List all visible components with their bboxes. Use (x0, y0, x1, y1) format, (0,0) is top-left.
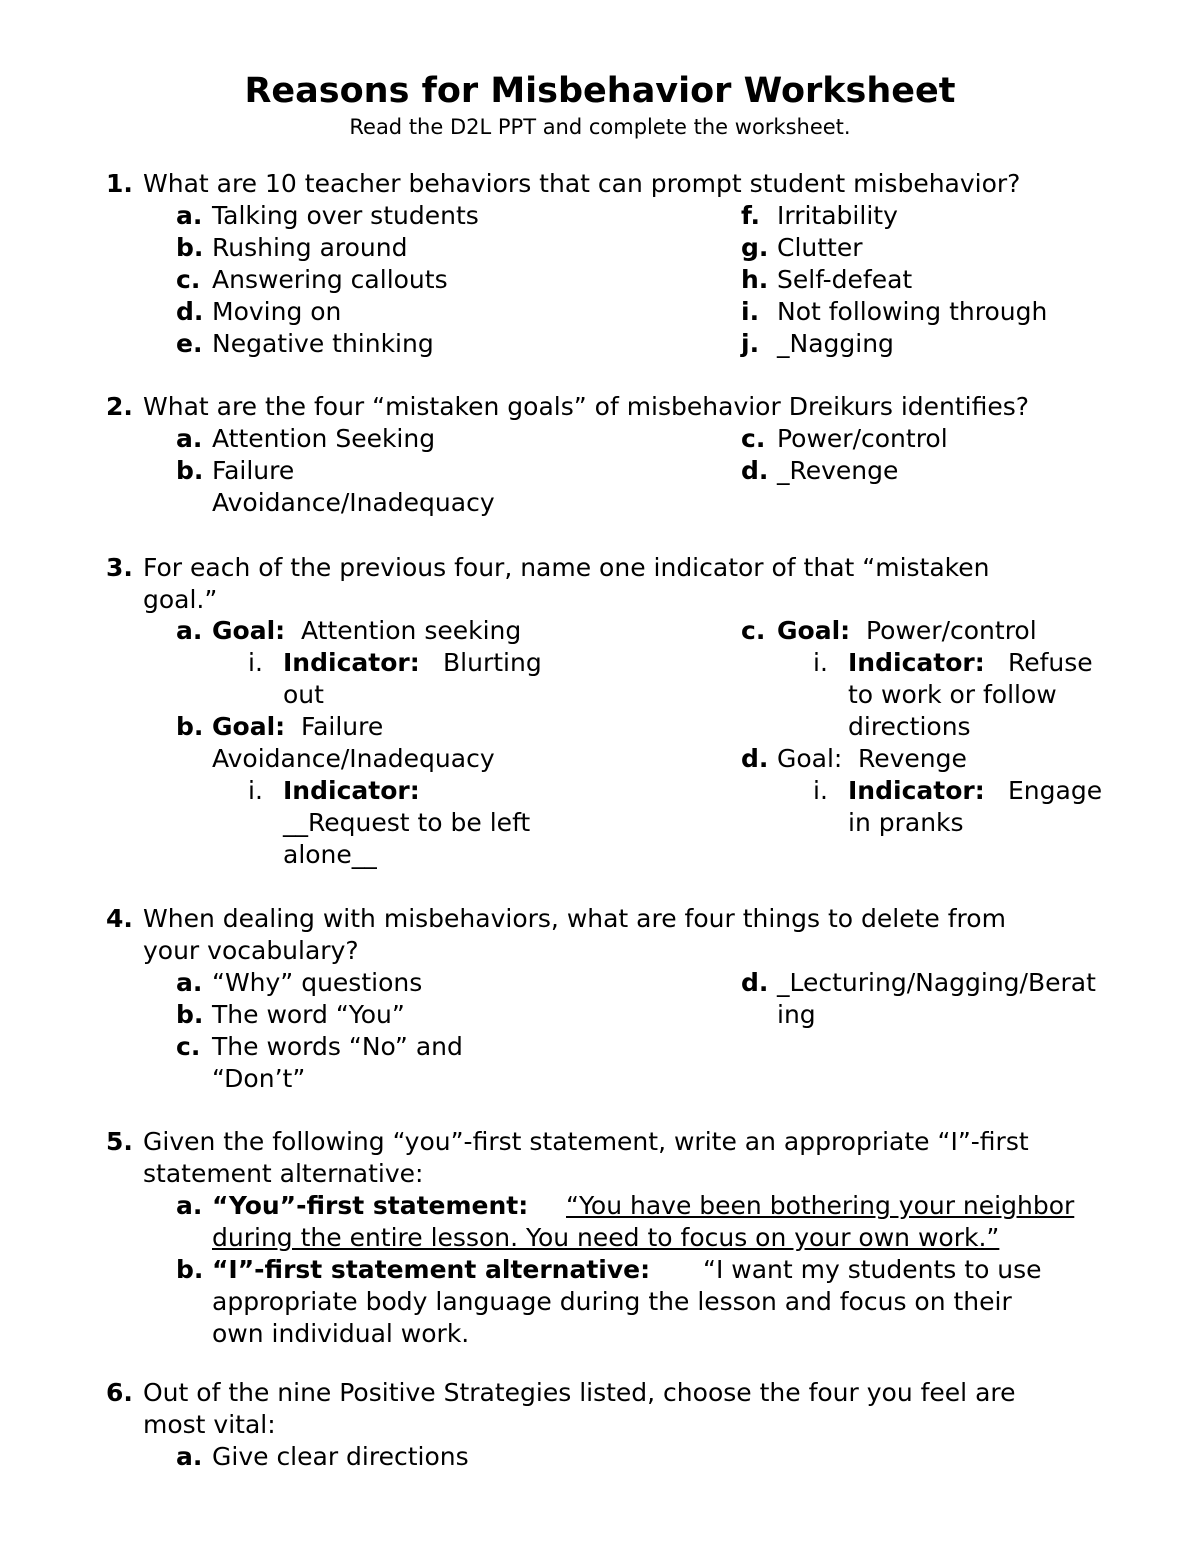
answer-text: Give clear directions (212, 1442, 469, 1471)
answer-text: Revenge (858, 744, 967, 773)
answer-text: ing (777, 1000, 816, 1029)
answer-text: __Request to be left (283, 808, 531, 837)
item-letter: a. (176, 1191, 203, 1220)
answer-text: Avoidance/Inadequacy (212, 744, 495, 773)
item-letter: d. (741, 744, 769, 773)
answer-text: in pranks (848, 808, 964, 837)
item-letter: b. (176, 233, 204, 262)
item-letter: h. (741, 265, 769, 294)
answer-text: alone__ (283, 840, 377, 869)
question-text: What are the four “mistaken goals” of misbehavior Dreikurs identifies? (143, 392, 1030, 421)
answer-text: _Lecturing/Nagging/Berat (777, 968, 1096, 997)
answer-text: Self-defeat (777, 265, 913, 294)
answer-text: Answering callouts (212, 265, 448, 294)
question-text: For each of the previous four, name one indicator of that “mistaken (143, 553, 990, 582)
statement-label: “I”-first statement alternative: (212, 1255, 651, 1284)
answer-text: Moving on (212, 297, 342, 326)
question-number: 5. (106, 1127, 133, 1156)
item-letter: j. (741, 329, 760, 358)
question-number: 2. (106, 392, 133, 421)
goal-label: Goal: (777, 744, 843, 773)
item-letter: a. (176, 424, 203, 453)
answer-text: The word “You” (212, 1000, 405, 1029)
question-text: Out of the nine Positive Strategies listed, choose the four you feel are (143, 1378, 1016, 1407)
answer-text: directions (848, 712, 971, 741)
item-letter: a. (176, 968, 203, 997)
i-first-statement: own individual work. (212, 1319, 470, 1348)
question-number: 1. (106, 169, 133, 198)
item-letter: b. (176, 1000, 204, 1029)
question-text: your vocabulary? (143, 936, 359, 965)
goal-label: Goal: (212, 616, 286, 645)
question-number: 6. (106, 1378, 133, 1407)
answer-text: Power/control (866, 616, 1037, 645)
i-first-statement: appropriate body language during the lesson and focus on their (212, 1287, 1012, 1316)
question-text: goal.” (143, 585, 218, 614)
answer-text: Failure (301, 712, 384, 741)
answer-text: Power/control (777, 424, 948, 453)
you-first-statement: during the entire lesson. You need to focus on your own work.” (212, 1223, 1000, 1252)
indicator-label: Indicator: (848, 648, 985, 677)
question-number: 4. (106, 904, 133, 933)
item-letter: c. (176, 1032, 201, 1061)
item-letter: b. (176, 1255, 204, 1284)
answer-text: Not following through (777, 297, 1048, 326)
question-text: Given the following “you”-first statement, write an appropriate “I”-first (143, 1127, 1029, 1156)
answer-text: to work or follow (848, 680, 1057, 709)
goal-label: Goal: (212, 712, 286, 741)
answer-text: out (283, 680, 324, 709)
answer-text: _Revenge (777, 456, 899, 485)
question-text: most vital: (143, 1410, 276, 1439)
question-text: What are 10 teacher behaviors that can prompt student misbehavior? (143, 169, 1021, 198)
you-first-statement: “You have been bothering your neighbor (566, 1191, 1075, 1220)
answer-text: Refuse (1008, 648, 1093, 677)
item-letter: b. (176, 712, 204, 741)
answer-text: Clutter (777, 233, 863, 262)
statement-label: “You”-first statement: (212, 1191, 529, 1220)
answer-text: _Nagging (777, 329, 894, 358)
item-letter: a. (176, 616, 203, 645)
question-text: When dealing with misbehaviors, what are four things to delete from (143, 904, 1006, 933)
indicator-label: Indicator: (283, 648, 420, 677)
page-subtitle: Read the D2L PPT and complete the worksheet. (349, 115, 851, 139)
indicator-number: i. (813, 648, 828, 677)
answer-text: Engage (1008, 776, 1103, 805)
answer-text: Attention Seeking (212, 424, 436, 453)
page-title: Reasons for Misbehavior Worksheet (244, 71, 956, 111)
item-letter: g. (741, 233, 769, 262)
item-letter: c. (741, 424, 766, 453)
item-letter: a. (176, 201, 203, 230)
answer-text: The words “No” and (212, 1032, 463, 1061)
item-letter: b. (176, 456, 204, 485)
item-letter: f. (741, 201, 761, 230)
indicator-number: i. (813, 776, 828, 805)
item-letter: c. (176, 265, 201, 294)
answer-text: Rushing around (212, 233, 408, 262)
i-first-statement: “I want my students to use (703, 1255, 1042, 1284)
answer-text: Irritability (777, 201, 898, 230)
answer-text: Attention seeking (301, 616, 522, 645)
question-text: statement alternative: (143, 1159, 424, 1188)
goal-label: Goal: (777, 616, 851, 645)
item-letter: d. (741, 456, 769, 485)
answer-text: “Don’t” (212, 1064, 306, 1093)
item-letter: e. (176, 329, 203, 358)
item-letter: d. (741, 968, 769, 997)
indicator-number: i. (248, 648, 263, 677)
question-number: 3. (106, 553, 133, 582)
answer-text: Failure (212, 456, 295, 485)
answer-text: Talking over students (212, 201, 479, 230)
item-letter: d. (176, 297, 204, 326)
indicator-number: i. (248, 776, 263, 805)
answer-text: Avoidance/Inadequacy (212, 488, 495, 517)
item-letter: a. (176, 1442, 203, 1471)
answer-text: Blurting (443, 648, 542, 677)
answer-text: “Why” questions (212, 968, 423, 997)
answer-text: Negative thinking (212, 329, 434, 358)
item-letter: c. (741, 616, 766, 645)
indicator-label: Indicator: (848, 776, 985, 805)
indicator-label: Indicator: (283, 776, 420, 805)
item-letter: i. (741, 297, 760, 326)
